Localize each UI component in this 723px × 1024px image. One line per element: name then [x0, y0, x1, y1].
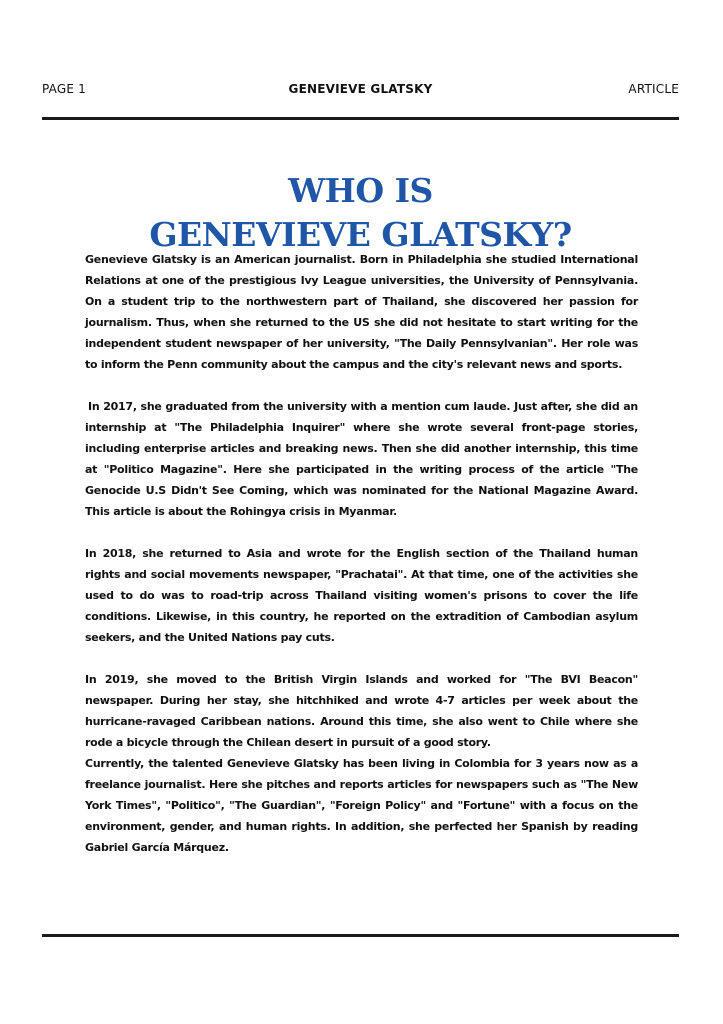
title-line-2: GENEVIEVE GLATSKY? — [149, 215, 572, 255]
body-paragraph-2: In 2017, she graduated from the university with a mention cum laude. Just after, she did an internship at "The Philadelphia Inquirer" where she wrote several front-page stories, including enterprise articles and breaking news. Then she did another internship, this time at "Politico Magazine". Here she participated in the writing process of the article "The Genocide U.S Didn't See Coming, which was nominated for the National Magazine Award. This article is about the Rohingya crisis in Myanmar. — [85, 400, 638, 518]
top-divider — [42, 117, 679, 120]
page-number: PAGE 1 — [42, 82, 86, 96]
body-paragraph-4: In 2019, she moved to the British Virgin Islands and worked for "The BVI Beacon" newspaper. During her stay, she hitchhiked and wrote 4-7 articles per week about the hurricane-ravaged Caribbean nations. Around this time, she also went to Chile where she rode a bicycle through the Chilean desert in pursuit of a good story. — [85, 673, 638, 749]
article-body — [85, 249, 638, 879]
header-author-name: GENEVIEVE GLATSKY — [288, 82, 433, 96]
bottom-divider — [42, 934, 679, 937]
body-paragraph-5: Currently, the talented Genevieve Glatsky has been living in Colombia for 3 years now as a freelance journalist. Here she pitches and reports articles for newspapers such as "The New York Times", "Politico", "The Guardian", "Foreign Policy" and "Fortune" with a focus on the environment, gender, and human rights. In addition, she perfected her Spanish by reading Gabriel García Márquez. — [85, 757, 638, 854]
page-header — [42, 80, 679, 100]
article-title — [42, 169, 679, 257]
header-section-label: ARTICLE — [628, 82, 679, 96]
body-paragraph-3: In 2018, she returned to Asia and wrote for the English section of the Thailand human rights and social movements newspaper, "Prachatai". At that time, one of the activities she used to do was to road-trip across Thailand visiting women's prisons to cover the life conditions. Likewise, in this country, he reported on the extradition of Cambodian asylum seekers, and the United Nations pay cuts. — [85, 547, 638, 644]
body-paragraph-1: Genevieve Glatsky is an American journalist. Born in Philadelphia she studied International Relations at one of the prestigious Ivy League universities, the University of Pennsylvania. On a student trip to the northwestern part of Thailand, she discovered her passion for journalism. Thus, when she returned to the US she did not hesitate to start writing for the independent student newspaper of her university, "The Daily Pennsylvanian". Her role was to inform the Penn community about the campus and the city's relevant news and sports. — [85, 253, 638, 371]
title-line-1: WHO IS — [288, 171, 433, 211]
